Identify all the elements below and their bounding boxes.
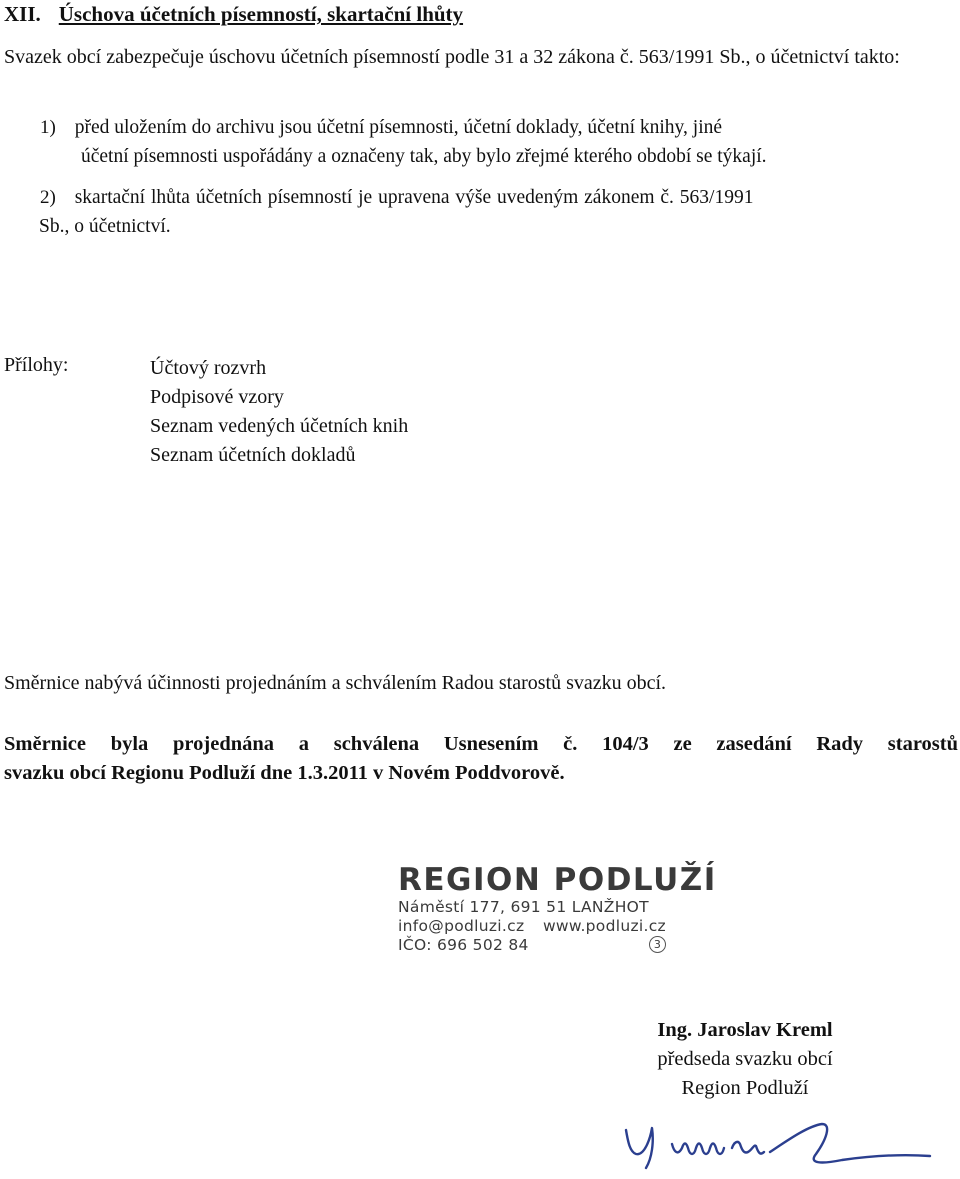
list-item-text-line2: účetní písemnosti uspořádány a označeny tak, aby bylo zřejmé kterého období se týkají. (81, 146, 767, 167)
effective-statement: Směrnice nabývá účinnosti projednáním a schválením Radou starostů svazku obcí. (4, 672, 667, 694)
section-heading (4, 2, 463, 27)
organization-stamp (398, 862, 717, 955)
signatory-block (620, 1016, 870, 1103)
attachment-item: Seznam účetních dokladů (150, 444, 356, 466)
attachment-item: Podpisové vzory (150, 386, 284, 408)
attachments-label: Přílohy: (4, 354, 69, 376)
signatory-role: předseda svazku obcí (657, 1048, 833, 1070)
stamp-address: Náměstí 177, 691 51 LANŽHOT (398, 898, 649, 916)
section-title: Úschova účetních písemností, skartační lhůty (58, 2, 464, 26)
signature-graphic (612, 1118, 942, 1174)
stamp-number-mark: 3 (649, 936, 666, 953)
list-item-text-line2: Sb., o účetnictví. (39, 216, 171, 237)
stamp-web: www.podluzi.cz (542, 917, 666, 935)
list-item-text-line1: před uložením do archivu jsou účetní písemnosti, účetní doklady, účetní knihy, jiné (74, 117, 723, 138)
attachment-item: Účtový rozvrh (150, 357, 267, 379)
intro-paragraph: Svazek obcí zabezpečuje úschovu účetních písemností podle 31 a 32 zákona č. 563/1991 Sb., o účetnictví takto: (4, 46, 900, 68)
approval-line2: svazku obcí Regionu Podluží dne 1.3.2011 v Novém Poddvorově. (4, 762, 565, 784)
list-item-number: 2) (40, 187, 56, 208)
list-item (40, 113, 956, 171)
list-item-text-line1: skartační lhůta účetních písemností je upravena výše uvedeným zákonem č. 563/1991 (74, 187, 754, 208)
approval-statement (4, 730, 958, 788)
handwritten-signature (612, 1118, 942, 1179)
stamp-contacts (398, 917, 666, 936)
stamp-title: REGION PODLUŽÍ (398, 862, 717, 898)
list-item (40, 183, 956, 241)
list-item-number: 1) (40, 117, 56, 138)
signatory-org: Region Podluží (681, 1077, 809, 1099)
approval-line1: Směrnice byla projednána a schválena Usnesením č. 104/3 ze zasedání Rady starostů (4, 733, 958, 755)
section-number: XII. (4, 2, 41, 26)
stamp-ico: IČO: 696 502 84 (398, 936, 529, 954)
attachment-item: Seznam vedených účetních knih (150, 415, 409, 437)
attachments-list (150, 354, 408, 470)
stamp-email: info@podluzi.cz (398, 917, 525, 935)
signatory-name: Ing. Jaroslav Kreml (657, 1019, 833, 1041)
stamp-id-row (398, 936, 666, 955)
